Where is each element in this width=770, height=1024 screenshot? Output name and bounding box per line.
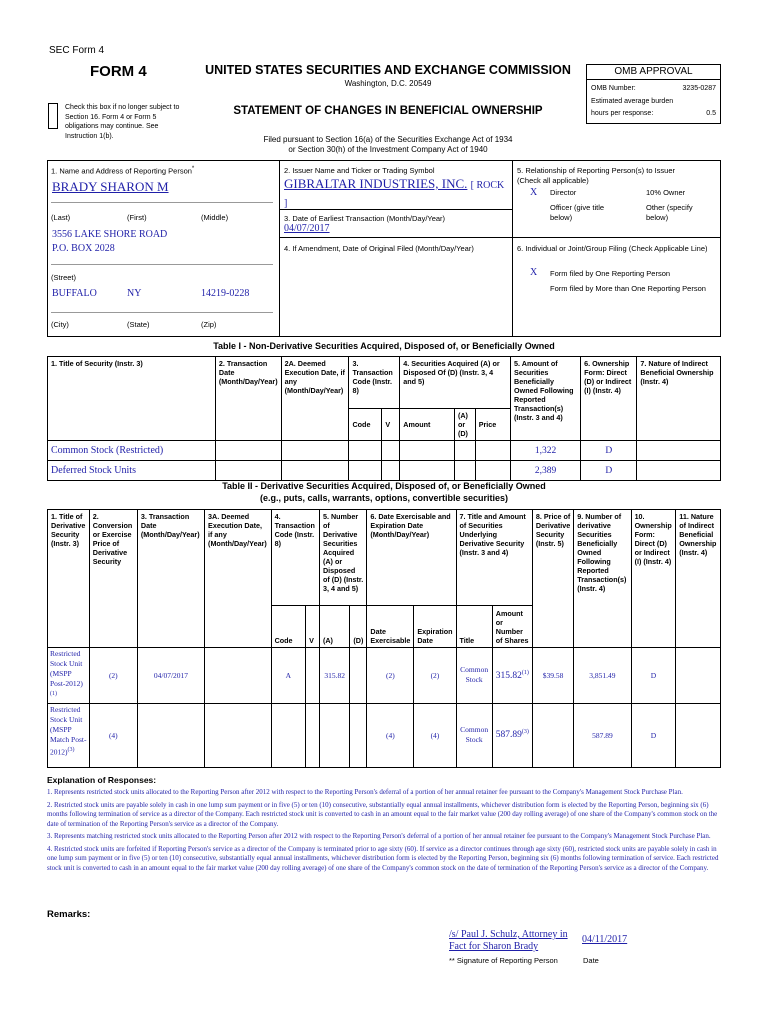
omb-approval-box	[586, 64, 721, 124]
explanation-item: 2. Restricted stock units are payable solely in cash in one lump sum payment or in five (5) or ten (10) consecutive, substantially equal annual installments, whichever distribution form is elected by the Reporting Person, beginning six (6) months following termination of service as a director of the Company. Each restricted stock unit is converted to cash in an amount equal to the fair market value (200 day rolling average) of one share of the Company's common stock on the date of termination of the Reporting Person's service as a director of the Company.	[47, 800, 718, 828]
t2-row1-shares: 315.82$^{(1)}$	[492, 648, 532, 704]
explanation-item: 3. Represents matching restricted stock units allocated to the Reporting Person after 2012 with respect to the Reporting Person's deferral of a portion of her annual retainer fee pursuant to the Company's Management Stock Purchase Plan.	[47, 832, 711, 840]
t2-row1-conv: (2)	[89, 648, 137, 704]
table-row	[48, 441, 721, 461]
t1-header-ownership-form: 6. Ownership Form: Direct (D) or Indirect (I) (Instr. 4)	[581, 357, 637, 441]
table1	[47, 356, 721, 481]
remarks-label: Remarks:	[47, 909, 91, 920]
t2-row1-date: 04/07/2017	[137, 648, 204, 704]
t2-header-number-owned: 9. Number of derivative Securities Beneficially Owned Following Reported Transaction(s) (Instr. 4)	[574, 510, 631, 648]
state-value: NY	[127, 288, 142, 299]
street-label: (Street)	[51, 273, 77, 282]
table2-title-1: Table II - Derivative Securities Acquired, Disposed of, or Beneficially Owned	[222, 481, 546, 491]
one-person-x-mark[interactable]: X	[530, 267, 538, 278]
commission-title: UNITED STATES SECURITIES AND EXCHANGE COMMISSION	[205, 63, 571, 77]
middle-label: (Middle)	[201, 213, 229, 222]
t1-sub-aord: (A) or (D)	[454, 409, 475, 441]
signature-date: 04/11/2017	[582, 934, 628, 945]
t2-sub-d: (D)	[350, 606, 367, 648]
t1-header-amount-owned: 5. Amount of Securities Beneficially Owned Following Reported Transaction(s) (Instr. 3 and 4)	[511, 357, 581, 441]
t2-header-price: 8. Price of Derivative Security (Instr. 5)	[532, 510, 573, 648]
t2-sub-date-ex: Date Exercisable	[367, 606, 414, 648]
t2-row2-security: Restricted Stock Unit (MSPP Match Post-2012)$^{(3)}$	[48, 703, 90, 767]
t2-row2-exercisable: (4)	[367, 703, 414, 767]
omb-number-label: OMB Number:	[591, 85, 636, 92]
t2-row2-expiration: (4)	[414, 703, 456, 767]
t2-row1-price: $39.58	[532, 648, 573, 704]
t2-row2-conv: (4)	[89, 703, 137, 767]
t1-header-code: 3. Transaction Code (Instr. 8)	[349, 357, 400, 409]
t1-header-deemed: 2A. Deemed Execution Date, if any (Month/Day/Year)	[281, 357, 349, 441]
t1-row2-owned: 2,389	[511, 461, 581, 481]
other-label: Other (specify below)	[646, 203, 693, 222]
box3-label: 3. Date of Earliest Transaction (Month/Day/Year)	[284, 214, 446, 223]
t2-row2-form: D	[631, 703, 676, 767]
t2-row1-code: A	[271, 648, 306, 704]
t2-row1-form: D	[631, 648, 676, 704]
address-line-1: 3556 LAKE SHORE ROAD	[52, 229, 168, 240]
address-line-2: P.O. BOX 2028	[52, 243, 115, 254]
t2-sub-amount-shares: Amount or Number of Shares	[492, 606, 532, 648]
box4-label: 4. If Amendment, Date of Original Filed (Month/Day/Year)	[284, 244, 474, 253]
statement-title: STATEMENT OF CHANGES IN BENEFICIAL OWNERSHIP	[233, 105, 543, 117]
box5-label: 5. Relationship of Reporting Person(s) to Issuer (Check all applicable)	[517, 166, 675, 185]
t1-row1-title: Common Stock (Restricted)	[48, 441, 216, 461]
date-label: Date	[583, 956, 599, 965]
last-label: (Last)	[51, 213, 71, 222]
t1-row1-owned: 1,322	[511, 441, 581, 461]
table-row	[48, 461, 721, 481]
t1-header-title: 1. Title of Security (Instr. 3)	[48, 357, 216, 441]
t2-row1-exercisable: (2)	[367, 648, 414, 704]
ten-pct-owner-label: 10% Owner	[646, 188, 686, 197]
officer-label: Officer (give title below)	[550, 203, 605, 222]
director-x-mark[interactable]: X	[530, 187, 538, 198]
omb-title: OMB APPROVAL	[587, 65, 720, 80]
t2-row1-a: 315.82	[319, 648, 349, 704]
t1-row2-form: D	[581, 461, 637, 481]
t2-header-nature: 11. Nature of Indirect Beneficial Ownership (Instr. 4)	[676, 510, 721, 648]
form-title: FORM 4	[90, 63, 147, 80]
omb-hours-value: 0.5	[706, 110, 716, 117]
checkbox-text: Check this box if no longer subject to Section 16. Form 4 or Form 5 obligations may continue. See Instruction 1(b).	[65, 104, 180, 140]
filed-pursuant-2: or Section 30(h) of the Investment Company Act of 1940	[288, 145, 488, 154]
commission-city: Washington, D.C. 20549	[344, 79, 432, 88]
box2-label: 2. Issuer Name and Ticker or Trading Symbol	[284, 166, 435, 175]
signature-label: ** Signature of Reporting Person	[449, 956, 558, 965]
t1-row2-title: Deferred Stock Units	[48, 461, 216, 481]
t2-sub-code: Code	[271, 606, 306, 648]
city-value: BUFFALO	[52, 288, 97, 299]
t2-header-deemed: 3A. Deemed Execution Date, if any (Month/Day/Year)	[205, 510, 272, 648]
explanation-title: Explanation of Responses:	[47, 775, 157, 785]
t1-sub-amount: Amount	[400, 409, 455, 441]
filed-pursuant-1: Filed pursuant to Section 16(a) of the Securities Exchange Act of 1934	[263, 135, 513, 144]
t1-header-date: 2. Transaction Date (Month/Day/Year)	[215, 357, 281, 441]
table2	[47, 509, 721, 768]
t2-row1-owned: 3,851.49	[574, 648, 631, 704]
box1-label: 1. Name and Address of Reporting Person*	[51, 166, 195, 176]
omb-burden-label: Estimated average burden	[591, 98, 674, 105]
t2-row1-security: Restricted Stock Unit (MSPP Post-2012)$^{(1)}$	[48, 648, 90, 704]
explanation-item: 1. Represents restricted stock units allocated to the Reporting Person after 2012 with respect to the Reporting Person's deferral of a portion of her annual retainer fee pursuant to the Company's Management Stock Purchase Plan.	[47, 788, 683, 796]
t2-row2-shares: 587.89$^{(3)}$	[492, 703, 532, 767]
t1-row1-form: D	[581, 441, 637, 461]
t2-row1-expiration: (2)	[414, 648, 456, 704]
t2-sub-v: V	[306, 606, 320, 648]
t2-header-number: 5. Number of Derivative Securities Acquired (A) or Disposed of (D) (Instr. 3, 4 and 5)	[319, 510, 366, 606]
issuer-name: GIBRALTAR INDUSTRIES, INC. [ ROCK ]	[284, 176, 505, 209]
t2-row2-owned: 587.89	[574, 703, 631, 767]
table1-title: Table I - Non-Derivative Securities Acquired, Disposed of, or Beneficially Owned	[213, 341, 555, 351]
first-label: (First)	[127, 213, 147, 222]
t2-sub-title: Title	[456, 606, 492, 648]
omb-number-value: 3235-0287	[682, 85, 716, 92]
zip-value: 14219-0228	[201, 288, 250, 299]
zip-label: (Zip)	[201, 320, 217, 329]
t1-sub-price: Price	[475, 409, 510, 441]
t2-header-underlying: 7. Title and Amount of Securities Underlying Derivative Security (Instr. 3 and 4)	[456, 510, 532, 606]
omb-hours-label: hours per response:	[591, 110, 654, 117]
reporting-person-name: BRADY SHARON M	[52, 179, 169, 194]
t1-sub-v: V	[382, 409, 400, 441]
t1-header-nature: 7. Nature of Indirect Beneficial Ownership (Instr. 4)	[637, 357, 721, 441]
t2-header-date: 3. Transaction Date (Month/Day/Year)	[137, 510, 204, 648]
form-more-persons-label: Form filed by More than One Reporting Person	[550, 284, 706, 293]
t2-header-exercisable: 6. Date Exercisable and Expiration Date (Month/Day/Year)	[367, 510, 456, 606]
earliest-transaction-date: 04/07/2017	[284, 223, 330, 234]
director-label: Director	[550, 188, 577, 197]
table2-title-2: (e.g., puts, calls, warrants, options, convertible securities)	[259, 493, 509, 503]
t2-row2-title: Common Stock	[456, 703, 492, 767]
no-longer-subject-checkbox[interactable]	[48, 103, 58, 129]
t2-header-code: 4. Transaction Code (Instr. 8)	[271, 510, 319, 606]
explanation-item: 4. Restricted stock units are forfeited if Reporting Person's service as a director of the Company is terminated prior to age sixty (60). If service as a director continues through age sixty (60), restricted stock units are payable solely in cash in one lump sum payment or in five (5) or ten (10) consecutive, substantially equal annual installments, whichever distribution form is elected by the Reporting Person, beginning six (6) months following termination of service. Each restricted stock unit is converted to cash in an amount equal to the fair market value (200 day rolling average) of one share of the Company's common stock on the date of termination of the Reporting Person's service as a director of the Company.	[47, 844, 719, 872]
signature-name: /s/ Paul J. Schulz, Attorney in Fact for Sharon Brady	[449, 929, 568, 952]
explanation-list	[47, 788, 719, 873]
sec-form-label: SEC Form 4	[49, 45, 105, 56]
box6-label: 6. Individual or Joint/Group Filing (Check Applicable Line)	[517, 244, 708, 253]
t1-sub-code: Code	[349, 409, 382, 441]
t2-sub-exp: Expiration Date	[414, 606, 456, 648]
t2-row1-title: Common Stock	[456, 648, 492, 704]
t2-sub-a: (A)	[319, 606, 349, 648]
table-row	[48, 648, 721, 704]
t1-header-securities: 4. Securities Acquired (A) or Disposed Of (D) (Instr. 3, 4 and 5)	[400, 357, 511, 409]
city-label: (City)	[51, 320, 69, 329]
t2-header-conversion: 2. Conversion or Exercise Price of Derivative Security	[89, 510, 137, 648]
form-one-person-label: Form filed by One Reporting Person	[550, 269, 671, 278]
t2-header-title: 1. Title of Derivative Security (Instr. 3)	[48, 510, 90, 648]
table-row	[48, 703, 721, 767]
t2-header-ownership-form: 10. Ownership Form: Direct (D) or Indirect (I) (Instr. 4)	[631, 510, 676, 648]
state-label: (State)	[127, 320, 150, 329]
